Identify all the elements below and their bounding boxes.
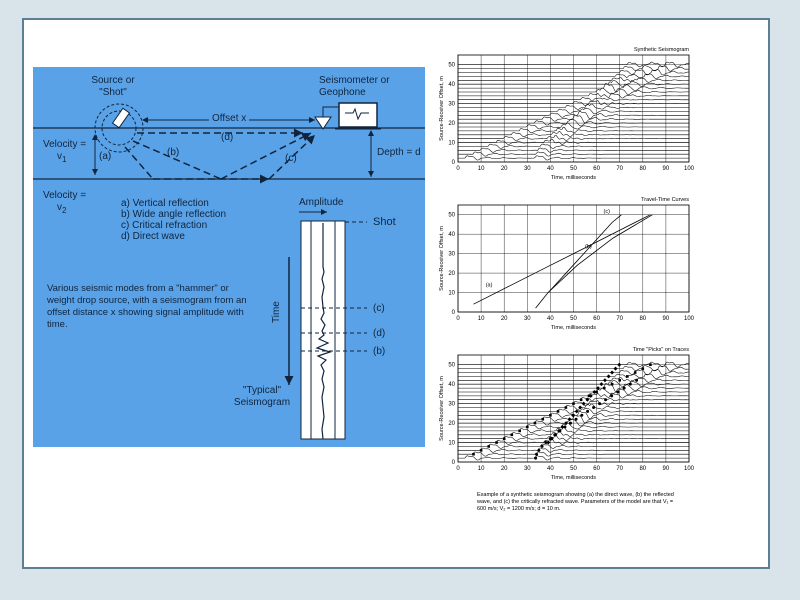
- direct-pick-marker: [557, 410, 560, 413]
- direct-pick-marker: [642, 367, 645, 370]
- shot-label: Shot: [373, 216, 396, 228]
- depth-label: Depth = d: [377, 147, 421, 158]
- velocity2-symbol: v: [57, 202, 62, 213]
- legend-item: b) Wide angle reflection: [121, 209, 227, 220]
- x-axis-label: Time, milliseconds: [550, 325, 597, 331]
- y-tick-label: 10: [448, 440, 455, 447]
- source-label: Source or "Shot": [91, 75, 135, 98]
- x-tick-label: 50: [570, 466, 577, 472]
- x-tick-label: 80: [639, 316, 647, 322]
- curve-label-b: (b): [585, 243, 592, 250]
- reflection-pick-marker: [586, 410, 589, 413]
- direct-pick-marker: [534, 422, 537, 425]
- direct-pick-marker: [618, 379, 621, 382]
- x-tick-label: 30: [523, 466, 531, 472]
- y-tick-label: 50: [448, 212, 455, 219]
- reflection-pick-marker: [629, 383, 632, 386]
- reflection-pick-marker: [541, 445, 544, 448]
- legend-item: d) Direct wave: [121, 231, 185, 242]
- direct-pick-marker: [472, 453, 475, 456]
- y-tick-label: 10: [448, 140, 455, 147]
- x-tick-label: 10: [477, 466, 485, 472]
- offset-label: Offset x: [209, 113, 249, 125]
- x-tick-label: 0: [456, 466, 460, 472]
- x-tick-label: 60: [593, 466, 600, 472]
- x-tick-label: 90: [662, 166, 670, 172]
- reflection-pick-marker: [580, 414, 583, 417]
- reflection-pick-marker: [623, 387, 626, 390]
- velocity2-label: [43, 190, 103, 217]
- x-tick-label: 0: [456, 316, 460, 322]
- x-tick-label: 10: [477, 316, 485, 322]
- direct-pick-marker: [549, 414, 552, 417]
- x-tick-label: 50: [570, 316, 577, 322]
- reflection-pick-marker: [592, 406, 595, 409]
- direct-pick-marker: [480, 449, 483, 452]
- x-tick-label: 40: [547, 466, 554, 472]
- seismometer-box: [339, 103, 377, 127]
- direct-pick-marker: [603, 387, 606, 390]
- marker-d-label: (d): [373, 328, 386, 339]
- path-a-label: (a): [99, 151, 112, 162]
- path-b-label: (b): [167, 147, 180, 158]
- x-tick-label: 90: [662, 466, 670, 472]
- direct-pick-marker: [572, 402, 575, 405]
- y-tick-label: 50: [448, 62, 455, 69]
- direct-pick-marker: [565, 406, 568, 409]
- x-tick-label: 100: [683, 166, 695, 172]
- x-tick-label: 0: [456, 166, 460, 172]
- y-tick-label: 40: [448, 232, 455, 239]
- direct-pick-marker: [580, 398, 583, 401]
- reflection-pick-marker: [604, 398, 607, 401]
- direct-pick-marker: [611, 383, 614, 386]
- seismogram-plots: [430, 40, 700, 545]
- y-axis-label: Source-Receiver Offset, m: [439, 76, 445, 141]
- x-tick-label: 30: [523, 166, 531, 172]
- direct-pick-marker: [526, 426, 529, 429]
- marker-c-label: (c): [373, 303, 385, 314]
- y-axis-label: Source-Receiver Offset, m: [439, 376, 445, 441]
- x-axis-label: Time, milliseconds: [550, 175, 597, 181]
- x-tick-label: 30: [523, 316, 531, 322]
- x-tick-label: 100: [683, 466, 695, 472]
- y-tick-label: 30: [448, 401, 455, 408]
- y-tick-label: 20: [448, 121, 455, 128]
- x-tick-label: 70: [616, 316, 624, 322]
- direct-pick-marker: [634, 371, 637, 374]
- reflection-pick-marker: [635, 379, 638, 382]
- y-tick-label: 50: [448, 362, 455, 369]
- figure-caption: Example of a synthetic seismogram showing (a) the direct wave, (b) the reflected wave, and (c) the critically refracted wave. Parameters of the model are that V₁ = 600 m/s; V₂ = 1200 m/s; d = 10 m.: [477, 492, 674, 512]
- reflection-pick-marker: [610, 394, 613, 397]
- velocity2-subscript: 2: [62, 206, 67, 215]
- x-tick-label: 60: [593, 166, 600, 172]
- reflection-pick-marker: [598, 402, 601, 405]
- x-tick-label: 20: [500, 316, 508, 322]
- x-tick-label: 20: [500, 466, 508, 472]
- path-c-label: (c): [285, 153, 297, 164]
- y-tick-label: 40: [448, 82, 455, 89]
- x-tick-label: 80: [639, 166, 647, 172]
- y-tick-label: 0: [451, 460, 455, 466]
- x-axis-label: Time, milliseconds: [550, 475, 597, 481]
- reflection-pick-marker: [537, 449, 540, 452]
- direct-pick-marker: [541, 418, 544, 421]
- velocity1-subscript: 1: [62, 155, 67, 164]
- direct-pick-marker: [518, 430, 521, 433]
- diagram-description: Various seismic modes from a "hammer" or weight drop source, with a seismogram from an offset distance x showing signal amplitude with time.: [47, 283, 247, 330]
- direct-pick-marker: [626, 375, 629, 378]
- curve-label-a: (a): [485, 282, 493, 289]
- time-label: Time: [271, 301, 282, 323]
- seismometer-label: Seismometer or Geophone: [319, 75, 390, 98]
- chart-title: Travel-Time Curves: [641, 197, 689, 203]
- y-tick-label: 0: [451, 310, 455, 316]
- y-tick-label: 0: [451, 160, 455, 166]
- velocity2-text: Velocity =: [43, 190, 87, 201]
- reflection-pick-marker: [534, 457, 537, 460]
- amplitude-label: Amplitude: [299, 197, 344, 208]
- y-tick-label: 40: [448, 382, 455, 389]
- y-tick-label: 10: [448, 290, 455, 297]
- velocity1-label: [43, 139, 103, 166]
- reflection-pick-marker: [616, 390, 619, 393]
- legend-item: c) Critical refraction: [121, 220, 208, 231]
- x-tick-label: 70: [616, 466, 624, 472]
- reflection-pick-marker: [569, 422, 572, 425]
- y-tick-label: 20: [448, 421, 455, 428]
- y-axis-label: Source-Receiver Offset, m: [439, 226, 445, 291]
- direct-pick-marker: [511, 433, 514, 436]
- chart-title: Synthetic Seismogram: [633, 47, 689, 53]
- path-d-label: (d): [221, 132, 234, 143]
- seismic-diagram-panel: [33, 67, 425, 447]
- geophone-cable: [323, 107, 339, 117]
- y-tick-label: 30: [448, 251, 455, 258]
- chart-title: Time "Picks" on Traces: [632, 347, 689, 353]
- reflection-pick-marker: [535, 453, 538, 456]
- x-tick-label: 100: [683, 316, 695, 322]
- velocity1-symbol: v: [57, 151, 62, 162]
- x-tick-label: 70: [616, 166, 624, 172]
- x-tick-label: 90: [662, 316, 670, 322]
- curve-label-c: (c): [603, 208, 610, 215]
- x-tick-label: 10: [477, 166, 485, 172]
- seismogram-label: "Typical" Seismogram: [233, 385, 291, 408]
- direct-pick-marker: [487, 445, 490, 448]
- x-tick-label: 20: [500, 166, 508, 172]
- wide-angle-reflection-up: [221, 133, 311, 179]
- x-tick-label: 80: [639, 466, 647, 472]
- direct-pick-marker: [503, 437, 506, 440]
- direct-pick-marker: [495, 441, 498, 444]
- x-tick-label: 60: [593, 316, 600, 322]
- marker-b-label: (b): [373, 346, 386, 357]
- y-tick-label: 30: [448, 101, 455, 108]
- y-tick-label: 20: [448, 271, 455, 278]
- x-tick-label: 50: [570, 166, 577, 172]
- velocity1-text: Velocity =: [43, 139, 87, 150]
- x-tick-label: 40: [547, 316, 554, 322]
- x-tick-label: 40: [547, 166, 554, 172]
- legend-item: a) Vertical reflection: [121, 198, 209, 209]
- direct-pick-marker: [649, 363, 652, 366]
- geophone-icon: [315, 117, 331, 129]
- reflection-pick-marker: [575, 418, 578, 421]
- refraction-down: [125, 147, 153, 179]
